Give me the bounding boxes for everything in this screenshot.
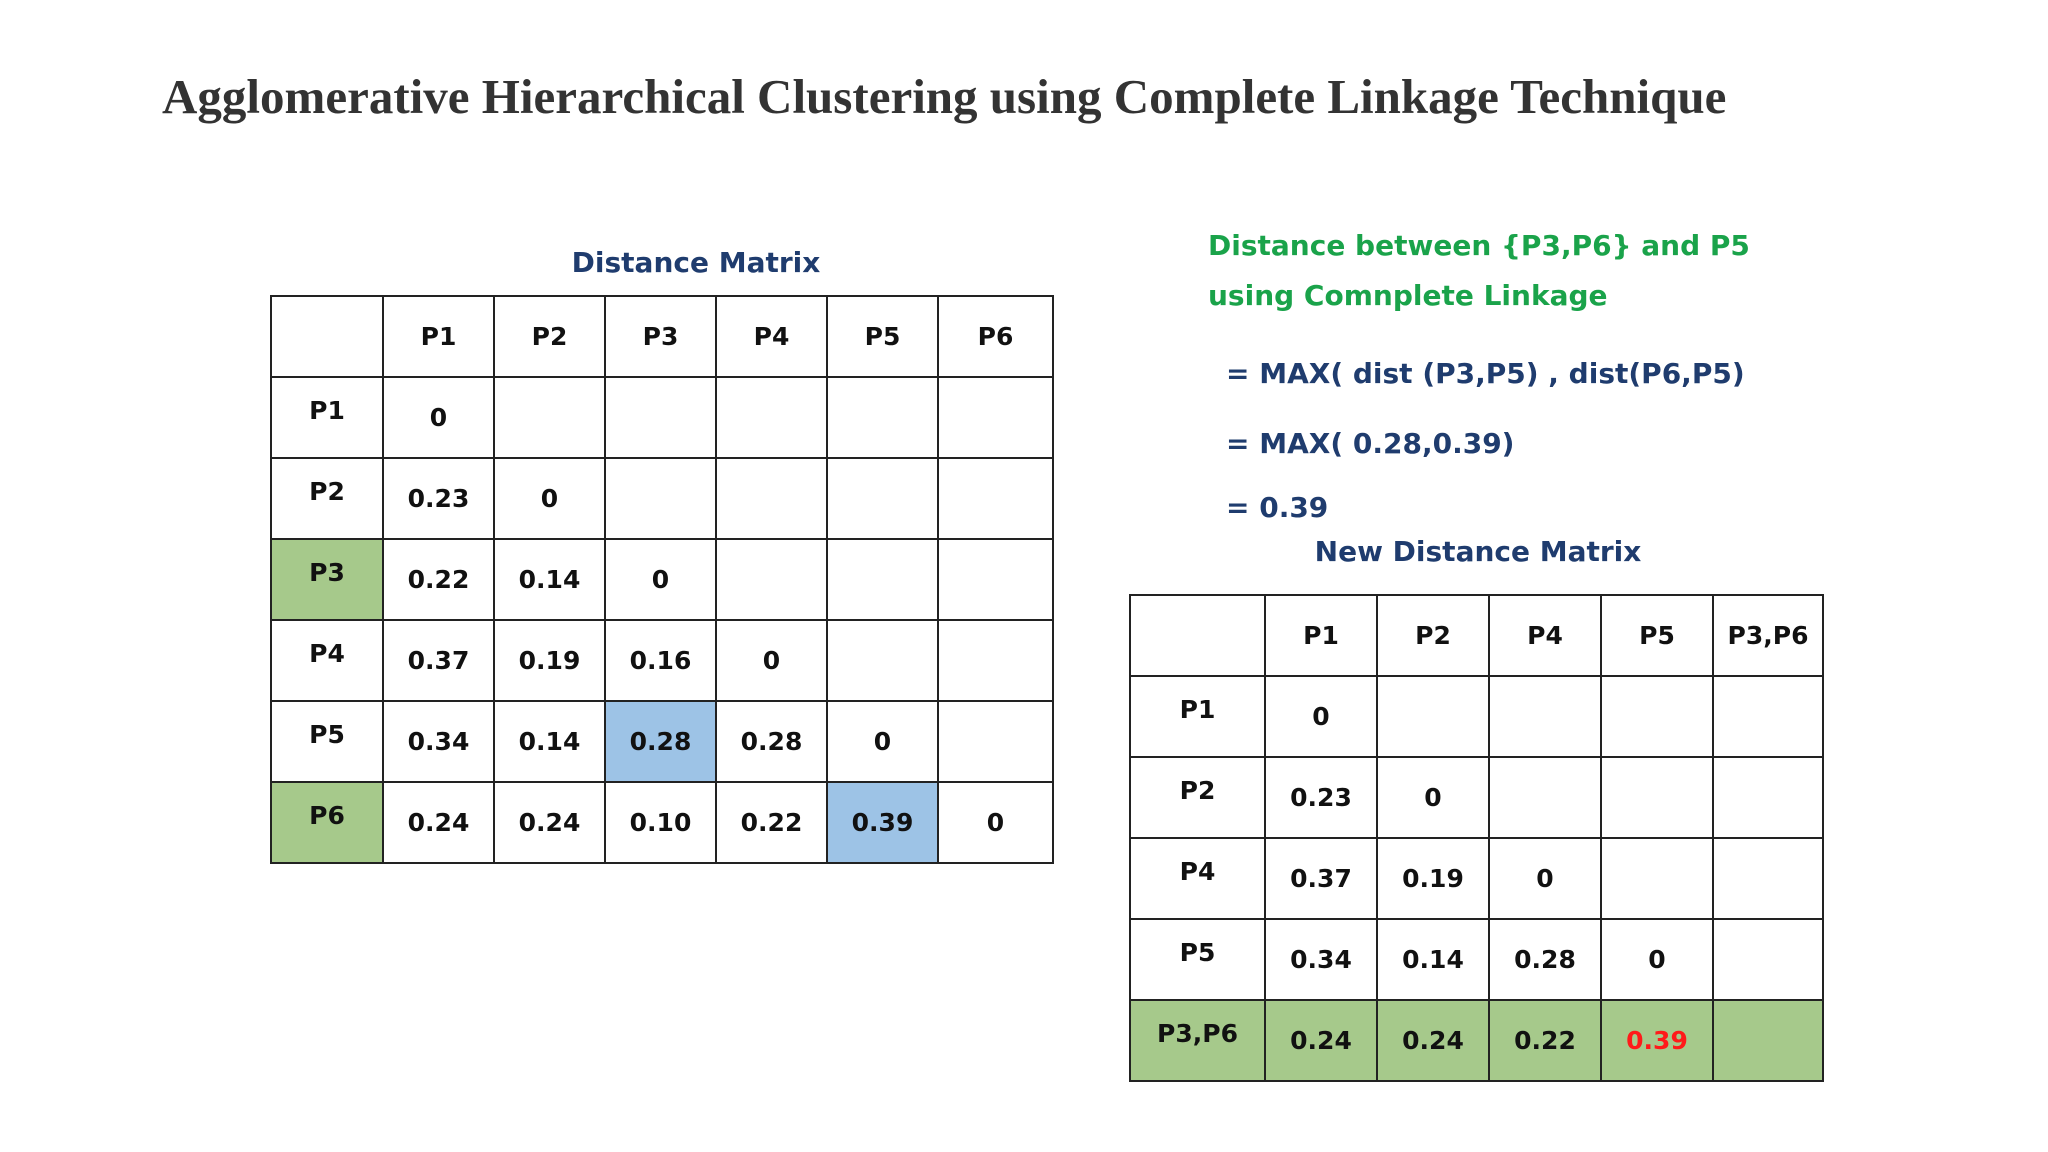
matrix-cell: 0.19 xyxy=(1377,838,1489,919)
matrix-cell xyxy=(938,458,1053,539)
table-row xyxy=(1130,838,1823,919)
matrix-cell xyxy=(938,701,1053,782)
matrix-cell: 0.22 xyxy=(383,539,494,620)
row-header-p5: P5 xyxy=(1130,919,1265,1000)
matrix-cell: 0.23 xyxy=(1265,757,1377,838)
table-row xyxy=(1130,676,1823,757)
column-header-p4: P4 xyxy=(716,296,827,377)
matrix-cell xyxy=(1601,676,1713,757)
table-row xyxy=(271,782,1053,863)
row-header-p6: P6 xyxy=(271,782,383,863)
explanation-step-1: = MAX( dist (P3,P5) , dist(P6,P5) xyxy=(1226,357,1745,390)
new-distance-matrix-table xyxy=(1129,594,1824,1082)
column-header-p1: P1 xyxy=(383,296,494,377)
matrix-cell: 0.19 xyxy=(494,620,605,701)
table-row xyxy=(1130,757,1823,838)
corner-cell xyxy=(1130,595,1265,676)
matrix-cell xyxy=(1489,676,1601,757)
matrix-cell xyxy=(1489,757,1601,838)
row-header-p3: P3 xyxy=(271,539,383,620)
matrix-cell: 0 xyxy=(938,782,1053,863)
matrix-cell xyxy=(827,458,938,539)
matrix-cell xyxy=(938,539,1053,620)
matrix-cell: 0 xyxy=(1489,838,1601,919)
table-row xyxy=(271,620,1053,701)
explanation-step-3: = 0.39 xyxy=(1226,491,1329,524)
matrix-cell: 0 xyxy=(716,620,827,701)
matrix-cell xyxy=(827,377,938,458)
matrix-cell xyxy=(605,458,716,539)
new-distance-matrix-caption: New Distance Matrix xyxy=(1314,535,1642,568)
matrix-cell: 0 xyxy=(1377,757,1489,838)
matrix-cell: 0.34 xyxy=(383,701,494,782)
matrix-cell: 0.14 xyxy=(1377,919,1489,1000)
table-row xyxy=(271,377,1053,458)
slide-title: Agglomerative Hierarchical Clustering using Complete Linkage Technique xyxy=(162,69,1727,124)
matrix-cell: 0.39 xyxy=(1601,1000,1713,1081)
row-header-p1: P1 xyxy=(271,377,383,458)
matrix-cell xyxy=(716,539,827,620)
row-header-p5: P5 xyxy=(271,701,383,782)
matrix-cell xyxy=(1713,919,1823,1000)
matrix-cell: 0.28 xyxy=(716,701,827,782)
matrix-cell xyxy=(1377,676,1489,757)
matrix-cell: 0.14 xyxy=(494,539,605,620)
matrix-cell xyxy=(938,620,1053,701)
row-header-p2: P2 xyxy=(271,458,383,539)
explanation-step-2: = MAX( 0.28,0.39) xyxy=(1226,427,1515,460)
matrix-cell: 0.37 xyxy=(1265,838,1377,919)
matrix-cell: 0.10 xyxy=(605,782,716,863)
matrix-cell: 0 xyxy=(1601,919,1713,1000)
table-row xyxy=(271,458,1053,539)
matrix-cell: 0.24 xyxy=(383,782,494,863)
matrix-cell xyxy=(605,377,716,458)
matrix-cell: 0.23 xyxy=(383,458,494,539)
matrix-cell: 0 xyxy=(605,539,716,620)
matrix-cell: 0.22 xyxy=(716,782,827,863)
column-header-p5: P5 xyxy=(827,296,938,377)
column-header-p1: P1 xyxy=(1265,595,1377,676)
matrix-cell: 0 xyxy=(1265,676,1377,757)
matrix-cell xyxy=(1713,838,1823,919)
table-row xyxy=(271,701,1053,782)
matrix-cell xyxy=(1713,1000,1823,1081)
column-header-p3-p6: P3,P6 xyxy=(1713,595,1823,676)
distance-matrix-table xyxy=(270,295,1054,864)
matrix-cell xyxy=(716,377,827,458)
matrix-cell: 0.39 xyxy=(827,782,938,863)
matrix-cell: 0 xyxy=(827,701,938,782)
column-header-p6: P6 xyxy=(938,296,1053,377)
matrix-cell: 0.28 xyxy=(1489,919,1601,1000)
matrix-cell xyxy=(938,377,1053,458)
matrix-cell xyxy=(1601,757,1713,838)
column-header-p3: P3 xyxy=(605,296,716,377)
explanation-heading-line1: Distance between {P3,P6} and P5 xyxy=(1208,229,1750,262)
matrix-cell: 0.37 xyxy=(383,620,494,701)
matrix-cell: 0 xyxy=(383,377,494,458)
column-header-p2: P2 xyxy=(1377,595,1489,676)
matrix-cell xyxy=(827,620,938,701)
matrix-cell xyxy=(716,458,827,539)
matrix-cell: 0.24 xyxy=(1265,1000,1377,1081)
matrix-cell xyxy=(494,377,605,458)
matrix-cell: 0.14 xyxy=(494,701,605,782)
header-row xyxy=(1130,595,1823,676)
row-header-p1: P1 xyxy=(1130,676,1265,757)
matrix-cell xyxy=(827,539,938,620)
matrix-cell: 0 xyxy=(494,458,605,539)
column-header-p5: P5 xyxy=(1601,595,1713,676)
matrix-cell: 0.24 xyxy=(494,782,605,863)
row-header-p2: P2 xyxy=(1130,757,1265,838)
row-header-p4: P4 xyxy=(271,620,383,701)
row-header-p3-p6: P3,P6 xyxy=(1130,1000,1265,1081)
distance-matrix-caption: Distance Matrix xyxy=(571,246,821,279)
matrix-cell xyxy=(1713,676,1823,757)
table-row xyxy=(1130,1000,1823,1081)
matrix-cell xyxy=(1713,757,1823,838)
explanation-heading-line2: using Comnplete Linkage xyxy=(1208,279,1608,312)
matrix-cell xyxy=(1601,838,1713,919)
matrix-cell: 0.16 xyxy=(605,620,716,701)
column-header-p2: P2 xyxy=(494,296,605,377)
matrix-cell: 0.22 xyxy=(1489,1000,1601,1081)
column-header-p4: P4 xyxy=(1489,595,1601,676)
matrix-cell: 0.24 xyxy=(1377,1000,1489,1081)
corner-cell xyxy=(271,296,383,377)
row-header-p4: P4 xyxy=(1130,838,1265,919)
table-row xyxy=(271,539,1053,620)
matrix-cell: 0.28 xyxy=(605,701,716,782)
matrix-cell: 0.34 xyxy=(1265,919,1377,1000)
header-row xyxy=(271,296,1053,377)
table-row xyxy=(1130,919,1823,1000)
